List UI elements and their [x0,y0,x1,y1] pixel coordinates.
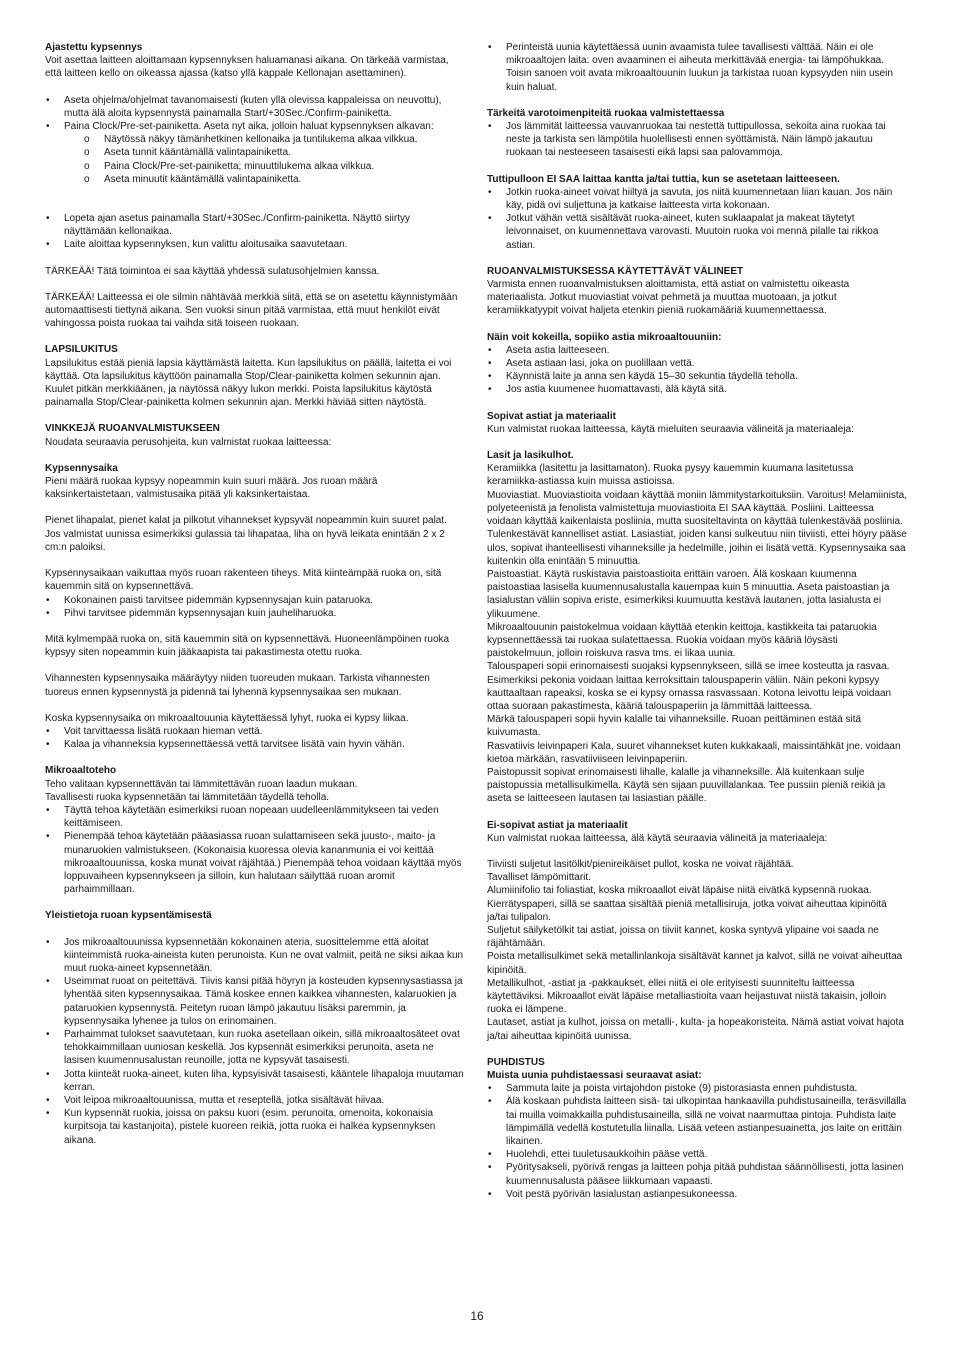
list-item: • Kalaa ja vihanneksia kypsennettäessä vettä tarvitsee lisätä vain hyvin vähän. [45,738,465,751]
paragraph: Tulenkestävät kannelliset astiat. Lasiastiat, joiden kansi sulkeutuu niin tiiviisti, ettei höyry pääse ulos, sopivat ihanteellisesti vihanneksille ja hedelmille, joihin ei lisätä vettä. Kypsennysaika saa kuitenkin olla enintään 5 minuuttia. [487,529,907,567]
list-item: • Jotkin ruoka-aineet voivat hiiltyä ja savuta, jos niitä kuumennetaan liian kauan. Jos näin käy, pidä ovi suljettuna ja katkaise laitteesta virta kokonaan. [487,186,907,212]
section-heading-cooking-tips: VINKKEJÄ RUOANVALMISTUKSEEN [45,423,220,435]
paragraph: Koska kypsennysaika on mikroaaltouunia käytettäessä lyhyt, ruoka ei kypsy liikaa. [45,712,409,724]
list-item: • Käynnistä laite ja anna sen käydä 15–30 sekuntia täydellä teholla. [487,370,907,383]
paragraph: Teho valitaan kypsennettävän tai lämmitettävän ruoan laadun mukaan. [45,778,358,790]
bullet-list [487,41,907,94]
paragraph: Metallikulhot, -astiat ja -pakkaukset, ellei niitä ei ole erityisesti suunniteltu laitteessa käytettäviksi. Mikroaallot eivät läpäise metalliastioita vaan heijastuvat niistä takaisin, jolloin ruoka ei lämpene. [487,977,887,1016]
subsection-heading-microwave-power: Mikroaaltoteho [45,765,117,777]
list-item: • Pienempää tehoa käytetään pääasiassa ruoan sulattamiseen sekä juusto-, maito- ja munaruokien valmistukseen. (Kokonaisia kuoressa olevia kananmunia ei voi keittää mikroaaltouunissa, koska munat voivat räjähtää.) Pienempää tehoa voidaan käyttää myös loppuvaiheen kypsennykseen ja silloin, kun halutaan säilyttää ruoan aromit parhaimmillaan. [45,830,465,896]
list-item: • Voit leipoa mikroaaltouunissa, mutta et reseptellä, jotka sisältävät hiivaa. [45,1094,465,1107]
list-item: • Parhaimmat tulokset saavutetaan, kun ruoka asetellaan oikein, sillä mikroaaltosäteet ovat tehokkaimmillaan uuniosan keskellä. Jos kypsennät esimerkiksi perunoita, aseta ne lasisen kuumennusalustan reunoille, jotta ne kypsyvät tasaisesti. [45,1028,465,1068]
paragraph: Kierrätyspaperi, sillä se saattaa sisältää pieniä metallisiruja, jotka voivat aiheuttaa kipinöitä ja/tai tulipalon. [487,898,887,923]
list-item: • Aseta astia laitteeseen. [487,344,907,357]
paragraph: Mikroaaltouunin paistokelmua voidaan käyttää etenkin keittoja, kastikkeita tai pataruokia kypsennettäessä tai ruokaa sulatettaessa. Ruokia voidaan myös kääriä löysästi paistokelmuun, jolloin roiskuva rasva tms. ei likaa uunia. [487,621,877,660]
list-item: • Perinteistä uunia käytettäessä uunin avaamista tulee tavallisesti välttää. Näin ei ole mikroaaltojen laita: oven avaaminen ei aiheuta merkittävää energia- tai lämpöhukkaa. Toisin sanoen voit avata mikroaaltouunin luukun ja tarkistaa ruoan kypsyyden niin usein kuin haluat. [487,41,907,94]
sub-list-item: o Aseta minuutit kääntämällä valintapainiketta. [64,173,465,186]
paragraph: Paistopussit sopivat erinomaisesti lihalle, kalalle ja vihanneksille. Älä kuitenkaan sulje paistopussia metallisulkimella. Käytä sen sijaan puuvillalankaa. Tee pussiin pieniä reikiä ja aseta se laitteeseen lautasen tai lasiastian päälle. [487,766,886,805]
section-heading-timed-cooking: Ajastettu kypsennys [45,42,143,53]
sub-list-item: o Paina Clock/Pre-set-painiketta; minuuttilukema alkaa vilkkua. [64,160,465,173]
list-item: • Sammuta laite ja poista virtajohdon pistoke (9) pistorasiasta ennen puhdistusta. [487,1082,907,1095]
paragraph: Varmista ennen ruoanvalmistuksen aloittamista, että astiat on valmistettu oikeasta materiaalista. Jotkut muoviastiat voivat pehmetä ja muuttaa muotoaan, ja jotkut keramiikkatyypit voivat haljeta etenkin pieniä ruokamääriä kuumennettaessa. [487,279,850,317]
paragraph: Kun valmistat ruokaa laitteessa, käytä mieluiten seuraavia välineitä ja materiaaleja: [487,423,854,435]
sub-list [64,133,465,186]
list-item: • Voit tarvittaessa lisätä ruokaan hieman vettä. [45,725,465,738]
paragraph: Tiiviisti suljetut lasitölkit/pienireikäiset pullot, koska ne voivat räjähtää. [487,858,794,870]
paragraph: Pieni määrä ruokaa kypsyy nopeammin kuin suuri määrä. Jos ruoan määrä kaksinkertaistetaan, valmistusaika pitää yli kaksinkertaistaa. [45,476,378,501]
subsection-heading-glassware: Lasit ja lasikulhot. [487,450,574,462]
paragraph: Tavallisesti ruoka kypsennetään tai lämmitetään täydellä teholla. [45,791,330,803]
bullet-list [487,344,907,397]
left-column [45,41,465,1147]
paragraph: Tavalliset lämpömittarit. [487,872,591,884]
paragraph: Lapsilukitus estää pieniä lapsia käyttämästä laitetta. Kun lapsilukitus on päällä, laitetta ei voi käyttää. Ota lapsilukitus käyttöön painamalla Stop/Clear-painiketta kolmen sekunnin ajan. Kuulet pitkän merkkiäänen, ja näytössä näkyy lukon merkki. Poista lapsilukitus käytöstä painamalla Stop/Clear-painiketta kolmen sekunnin ajan. Merkki häviää sitten näytöstä. [45,357,452,409]
subsection-heading-precautions: Tärkeitä varotoimenpiteitä ruokaa valmistettaessa [487,107,725,119]
paragraph: Talouspaperi sopii erinomaisesti suojaksi kypsennykseen, sillä se imee kosteutta ja rasvaa. Esimerkiksi pekonia voidaan laittaa kerroksittain talouspaperin väliin. Näin pekoni kypsyy kauttaaltaan rapeaksi, koska se ei kypsy omassa rasvassaan. Kotona leivottu leipä voidaan ottaa suoraan pakastimesta, kääriä talouspaperiin ja lämmittää laitteessa. [487,661,892,712]
list-item: • Jotta kiinteät ruoka-aineet, kuten liha, kypsyisivät tasaisesti, kääntele lihapaloja muutaman kerran. [45,1068,465,1094]
paragraph: Suljetut säilyketölkit tai astiat, joissa on tiiviit kannet, koska syntyvä ylipaine voi saada ne räjähtämään. [487,924,879,950]
subsection-heading-unsuitable-dishes: Ei-sopivat astiat ja materiaalit [487,819,628,831]
list-item: • Laite aloittaa kypsennyksen, kun valittu aloitusaika saavutetaan. [45,238,465,251]
bullet-list [45,94,465,186]
list-item: • Aseta astiaan lasi, joka on puolillaan vettä. [487,357,907,370]
list-item: • Useimmat ruoat on peitettävä. Tiivis kansi pitää höyryn ja kosteuden kypsennysastiassa ja lyhentää siten kypsennysaikaa. Tämä koskee ennen kaikkea vihannesten, kalaruokien ja pataruokien kypsennystä. Peitetyn ruoan lämpö jakautuu lisäksi paremmin, ja kypsennysaika lyhenee ja tulos on erinomainen. [45,975,465,1028]
bullet-list [487,186,907,252]
paragraph: Noudata seuraavia perusohjeita, kun valmistat ruokaa laitteessa: [45,436,332,448]
list-item [45,120,465,186]
bullet-list [487,1082,907,1201]
list-item: • Kokonainen paisti tarvitsee pidemmän kypsennysajan kuin pataruoka. [45,594,465,607]
subsection-heading-general-cooking: Yleistietoja ruoan kypsentämisestä [45,910,212,922]
bullet-list [45,594,465,620]
paragraph: Lautaset, astiat ja kulhot, joissa on metalli-, kulta- ja hopeakoristeita. Nämä astiat voivat hajota ja/tai aiheuttaa kipinöitä uunissa. [487,1017,904,1042]
list-item: • Jos astia kuumenee huomattavasti, älä käytä sitä. [487,383,907,396]
bullet-list [487,120,907,160]
bullet-list [45,804,465,896]
section-heading-child-lock: LAPSILUKITUS [45,344,118,356]
list-item: • Kun kypsennät ruokia, joissa on paksu kuori (esim. perunoita, omenoita, kokonaisia kurpitsoja tai kastanjoita), pistele kuoreen reikiä, jotta ruoka ei halkea kypsennyksen aikana. [45,1107,465,1147]
subsection-heading-dish-test: Näin voit kokeilla, sopiiko astia mikroaaltouuniin: [487,331,722,343]
paragraph: Mitä kylmempää ruoka on, sitä kauemmin sitä on kypsennettävä. Huoneenlämpöinen ruoka kypsyy siten nopeammin kuin jääkaapista tai pakastimesta otettu ruoka. [45,633,450,659]
list-item: • Jos lämmität laitteessa vauvanruokaa tai nestettä tuttipullossa, sekoita aina ruokaa tai neste ja tarkista sen lämpötila huolellisesti ennen syöttämistä. Näin lämpö jakautuu ruokaan tai nesteeseen tasaisesti eikä lapsi saa palovammoja. [487,120,907,160]
paragraph: Vihannesten kypsennysaika määräytyy niiden tuoreuden mukaan. Tarkista vihannesten tuoreus ennen kypsennystä ja pidennä tai lyhennä kypsennysaikaa sen mukaan. [45,673,430,698]
paragraph: Rasvatiivis leivinpaperi Kala, suuret vihannekset kuten kukkakaali, maissintähkät jne. voidaan kietoa märkään, rasvatiiviiseen leivinpaperiin. [487,740,901,765]
list-item: • Jos mikroaaltouunissa kypsennetään kokonainen ateria, suosittelemme että aloitat kiinteimmistä ruoka-aineista kuten perunoista. Kun ne ovat valmiit, peitä ne siksi aikaa kun muut ruoka-aineet kypsennetään. [45,936,465,976]
list-item: • Aseta ohjelma/ohjelmat tavanomaisesti (kuten yllä olevissa kappaleissa on neuvottu), mutta älä aloita kypsennystä painamalla Start/+30Sec./Confirm-painiketta. [45,94,465,120]
list-item: • Pihvi tarvitsee pidemmän kypsennysajan kuin jauheliharuoka. [45,607,465,620]
paragraph: Märkä talouspaperi sopii hyvin kalalle tai vihanneksille. Ruoan peittäminen estää sitä kuivumasta. [487,714,862,739]
paragraph: Paistoastiat. Käytä ruskistavia paistoastioita erittäin varoen. Älä koskaan kuumenna paistoastiaa lasisella kuumennusalustalla kauempaa kuin 5 minuuttia. Aseta paistoastian ja lasialustan väliin sopiva eriste, esimerkiksi kuumuutta kestävä lautanen, jotta lasialusta ei ylikuumene. [487,568,890,620]
section-heading-cleaning: PUHDISTUS [487,1056,545,1068]
subsection-heading-cleaning-remember: Muista uunia puhdistaessasi seuraavat asiat: [487,1070,702,1082]
warning-heading-baby-bottle: Tuttipulloon EI SAA laittaa kantta ja/tai tuttia, kun se asetetaan laitteeseen. [487,173,840,185]
paragraph: Kun valmistat ruokaa laitteessa, älä käytä seuraavia välineitä ja materiaaleja: [487,832,828,844]
list-item: • Pyöritysakseli, pyörivä rengas ja laitteen pohja pitää puhdistaa säännöllisesti, jotta lasinen kuumennusalusta pääsee liikkumaan vapaasti. [487,1161,907,1187]
list-item: • Jotkut vähän vettä sisältävät ruoka-aineet, kuten suklaapalat ja makeat täytetyt leivonnaiset, on kuumennettava varovasti. Muutoin ruoka voi mennä pilalle tai rikkoa astian. [487,212,907,252]
paragraph: Kypsennysaikaan vaikuttaa myös ruoan rakenteen tiheys. Mitä kiinteämpää ruoka on, sitä kauemmin sitä on kypsennettävä. [45,568,442,593]
paragraph: Poista metallisulkimet sekä metallinlankoja sisältävät kannet ja kalvot, sillä ne voivat aiheuttaa kipinöitä. [487,951,903,976]
subsection-heading-cooking-time: Kypsennysaika [45,462,118,474]
list-item: • Täyttä tehoa käytetään esimerkiksi ruoan nopeaan uudelleenlämmitykseen tai veden keittämiseen. [45,804,465,830]
paragraph: Voit asettaa laitteen aloittamaan kypsennyksen haluamanasi aikana. On tärkeää varmistaa, että laitteen kello on oikeassa ajassa (katso yllä kappale Kellonajan asettaminen). [45,55,449,80]
paragraph: Pienet lihapalat, pienet kalat ja pilkotut vihannekset kypsyvät nopeammin kuin suuret palat. Jos valmistat uunissa esimerkiksi gulassia tai lihapataa, liha on hyvä leikata enintään 2 x 2 cm:n paloiksi. [45,515,447,553]
list-item: • Älä koskaan puhdista laitteen sisä- tai ulkopintaa hankaavilla puhdistusaineilla, teräsvillalla tai muilla voimakkailla puhdistusaineilla, sillä ne voivat naarmuttaa pintoja. Puhdista laite lämpimällä vedellä kostutetulla liinalla. Lisää veteen astianpesuainetta, jos laite on erittäin likainen. [487,1095,907,1148]
list-item-text: Paina Clock/Pre-set-painiketta. Aseta nyt aika, jolloin haluat kypsennyksen alkavan: [64,121,434,133]
bullet-list [45,936,465,1147]
paragraph: Muoviastiat. Muoviastioita voidaan käyttää moniin lämmitystarkoituksiin. Varoitus! Melamiinista, polyeteenistä ja fenolista valmistettuja muoviastioita EI SAA käyttää. Posliini. Laitteessa voidaan käyttää kaikenlaista posliinia, mutta suositeltavinta on käyttää tulenkestävää posliinia. [487,489,907,528]
paragraph: Keramiikka (lasitettu ja lasittamaton). Ruoka pysyy kauemmin kuumana lasitetussa keramiikka-astiassa kuin muissa astioissa. [487,463,854,488]
subsection-heading-suitable-dishes: Sopivat astiat ja materiaalit [487,410,616,422]
list-item: • Lopeta ajan asetus painamalla Start/+30Sec./Confirm-painiketta. Näyttö siirtyy näyttämään kellonaikaa. [45,212,465,238]
important-note: TÄRKEÄÄ! Laitteessa ei ole silmin nähtävää merkkiä siitä, että se on asetettu käynnistymään automaattisesti tiettynä aikana. Sen vuoksi sinun pitää varmistaa, että muut henkilöt eivät vahingossa poista ruokaa tai vaihda sitä toiseen ruokaan. [45,291,458,330]
bullet-list [45,212,465,252]
page-number: 16 [470,1309,484,1323]
sub-list-item: o Aseta tunnit kääntämällä valintapainiketta. [64,146,465,159]
list-item: • Voit pestä pyörivän lasialustan astianpesukoneessa. [487,1188,907,1201]
bullet-list [45,725,465,751]
paragraph: Alumiinifolio tai foliastiat, koska mikroaallot eivät läpäise niitä eivätkä kypsennä ruokaa. [487,885,872,897]
important-note: TÄRKEÄÄ! Tätä toimintoa ei saa käyttää yhdessä sulatusohjelmien kanssa. [45,265,380,277]
section-heading-utensils: RUOANVALMISTUKSESSA KÄYTETTÄVÄT VÄLINEET [487,265,744,277]
list-item: • Huolehdi, ettei tuuletusaukkoihin pääse vettä. [487,1148,907,1161]
sub-list-item: o Näytössä näkyy tämänhetkinen kellonaika ja tuntilukema alkaa vilkkua. [64,133,465,146]
right-column [487,41,907,1201]
